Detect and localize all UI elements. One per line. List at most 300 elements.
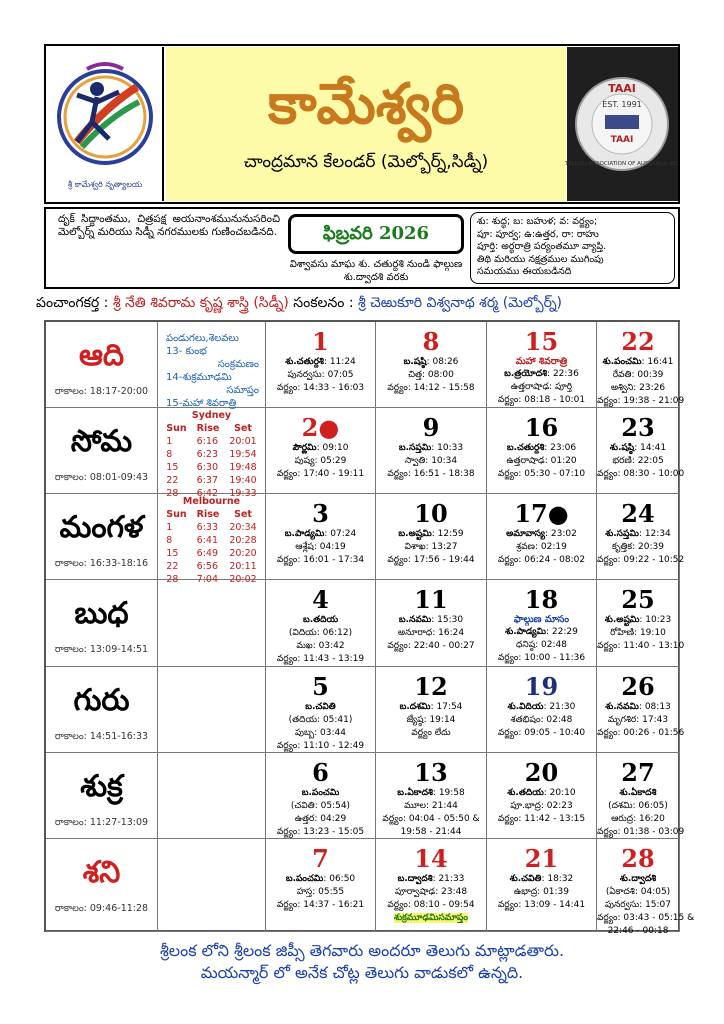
line-key: వర్జ్యం	[597, 913, 618, 923]
line-key: చిత్త	[408, 370, 423, 380]
date-cell	[266, 494, 376, 580]
line-value: : 05:41)	[317, 715, 353, 725]
line-key: శు.నవమి	[605, 702, 639, 712]
rahu-kalam: రాకాలం: 16:33-18:16	[54, 558, 149, 569]
panchang-line	[376, 627, 486, 640]
line-key: వర్జ్యం	[597, 728, 618, 738]
panchang-line	[487, 800, 596, 813]
line-key: 22:46 - 00:18	[607, 926, 669, 936]
line-value: : 11:24	[323, 357, 356, 367]
line-value: : 06:50	[323, 874, 356, 884]
date-number: 27	[621, 758, 655, 787]
panchang-line	[597, 714, 679, 727]
sun-times-header: Sun	[166, 509, 187, 520]
panchang-line	[376, 826, 486, 839]
line-value: : 23:26	[633, 383, 666, 393]
panchang-line	[487, 813, 596, 826]
date-cell	[487, 494, 597, 580]
line-key: శు.ఏకాదశి	[619, 788, 657, 798]
table-cell: 22	[166, 561, 179, 572]
weekday-name: ఆది	[78, 338, 125, 373]
panchang-line	[376, 528, 486, 541]
line-value: : 12:34	[638, 529, 671, 539]
panchang-line	[597, 356, 679, 369]
line-key: వర్జ్యం	[276, 383, 298, 393]
table-cell: 20:11	[229, 561, 257, 572]
line-value: : 16:01 - 17:34	[297, 555, 365, 565]
table-cell: 1	[166, 436, 173, 447]
table-cell: 28	[166, 488, 179, 499]
line-key: రోహిణి	[610, 628, 635, 638]
line-key: బ.నవమి	[398, 615, 432, 625]
weekday-name: బుధ	[74, 596, 129, 631]
line-key: మూల	[404, 801, 427, 811]
panchang-line	[487, 639, 596, 652]
table-cell: 6:37	[196, 475, 218, 486]
line-key: శు.పంచమి	[602, 357, 642, 367]
panchang-line	[376, 813, 486, 826]
date-cell	[266, 322, 376, 408]
panchang-line	[487, 652, 596, 665]
panchang-line	[487, 727, 596, 740]
line-key: వర్జ్యం	[497, 555, 519, 565]
line-key: వర్జ్యం	[497, 653, 519, 663]
line-value: : 17:40 - 19:11	[297, 469, 365, 479]
date-cell	[597, 753, 685, 839]
legend-line: సమయము ఈయబడినది	[477, 266, 572, 277]
line-key: (తదియ	[288, 715, 318, 725]
table-cell: 8	[166, 535, 173, 546]
panchang-line	[487, 442, 596, 455]
line-value: : 19:58	[432, 788, 465, 798]
date-number: 18	[524, 585, 559, 614]
line-key: (విదియ	[288, 628, 317, 638]
line-value: : 15:30	[431, 615, 464, 625]
festival-label: ఫాల్గుణ మాసం	[513, 614, 570, 625]
panchang-line	[597, 640, 685, 653]
line-key: జ్యేష్ఠ	[406, 715, 424, 725]
day-header-cell	[46, 322, 158, 408]
line-value: : 23:48	[435, 887, 468, 897]
panchang-line	[266, 442, 375, 455]
date-cell	[376, 753, 487, 839]
weekday-name: శుక్ర	[80, 769, 123, 804]
line-key: వర్జ్యం	[597, 469, 618, 479]
line-value: : 02:23	[540, 801, 573, 811]
taai-seal-icon	[567, 47, 678, 201]
line-key: వర్జ్యం	[382, 814, 403, 824]
line-value: : 16:51 - 18:38	[407, 469, 475, 479]
panchang-line	[266, 554, 375, 567]
page-subtitle: చాంద్రమాన కేలండర్ (మెల్బోర్న్,సిడ్నీ)	[243, 152, 489, 172]
line-key: బ.పాడ్యమి	[284, 529, 325, 539]
table-cell: 8	[166, 449, 173, 460]
line-key: శు.తదియ	[507, 788, 544, 798]
line-value: : 08:30 - 10:00	[617, 469, 685, 479]
festival-item: సమాప్తం	[226, 385, 259, 396]
line-value: : 19:14	[423, 715, 456, 725]
date-number: 1	[312, 327, 329, 356]
line-key: పునర్వసు	[604, 900, 640, 910]
panchang-line	[487, 701, 596, 714]
line-value: : 11:43 - 13:19	[297, 654, 365, 664]
rahu-kalam: రాకాలం: 13:09-14:51	[54, 644, 149, 655]
empty-cell	[158, 667, 266, 753]
line-value: : 02:19	[534, 542, 567, 552]
table-row	[162, 535, 260, 546]
rahu-kalam: రాకాలం: 18:17-20:00	[54, 386, 149, 397]
line-key: శు.సప్తమి	[605, 529, 639, 539]
line-value: : 10:23	[639, 615, 672, 625]
line-value: : 08:10 - 09:54	[407, 900, 475, 910]
line-key: శతభిషం	[510, 715, 541, 725]
line-key: 19:58 - 21:44	[400, 827, 462, 837]
panchang-line	[266, 873, 375, 886]
legend-line: శు: శుద్ధ; బ: బహుళ; వ: వర్జ్యం;	[477, 216, 598, 227]
line-key: కృత్తిక	[612, 542, 633, 552]
line-key: వర్జ్యం	[497, 395, 519, 405]
line-key: పూ.భాద్ర	[510, 801, 541, 811]
panchang-line	[597, 826, 685, 839]
line-value: : 05:29	[314, 456, 347, 466]
rahu-kalam: రాకాలం: 09:46-11:28	[54, 903, 149, 914]
date-cell	[487, 322, 597, 408]
weekday-name: సోమ	[70, 424, 133, 459]
line-key: ఆరుద్ర	[611, 814, 634, 824]
table-cell: 28	[166, 574, 179, 585]
panchang-line	[376, 541, 486, 554]
festival-item: 15-మహా శివరాత్రి	[166, 398, 237, 409]
date-cell	[597, 322, 685, 408]
panchang-line	[487, 886, 596, 899]
panchang-line	[597, 554, 685, 567]
line-value: : 14:33 - 16:03	[297, 383, 365, 393]
svg-text:TAAI: TAAI	[610, 135, 634, 145]
date-cell	[597, 580, 685, 667]
table-cell: 19:33	[229, 488, 257, 499]
date-number: 9	[422, 413, 440, 442]
line-key: భరణి	[612, 456, 632, 466]
line-key: (చవితి	[290, 801, 315, 811]
panchang-line	[266, 468, 375, 481]
line-key: బ.సప్తమి	[398, 443, 432, 453]
panchang-line	[597, 873, 679, 886]
date-cell	[376, 408, 487, 494]
festival-item: 14-శుక్రమూఢమి	[166, 372, 232, 383]
panchang-label: పంచాంగకర్త :	[36, 295, 113, 311]
line-key: వర్జ్యం లేదు	[411, 728, 451, 738]
line-value: : 22:05	[631, 456, 664, 466]
line-value: : 11:42 - 13:15	[518, 814, 586, 824]
line-key: బ.షష్ఠి	[403, 357, 427, 367]
line-key: అమావాస్య	[506, 529, 545, 539]
table-row	[162, 436, 260, 447]
date-number: 6	[312, 758, 329, 787]
panchang-line	[597, 614, 679, 627]
month-title: ఫిబ్రవరి 2026	[288, 214, 464, 254]
date-number: 25	[621, 585, 655, 614]
line-value: : 16:41	[641, 357, 674, 367]
line-key: వర్జ్యం	[276, 827, 298, 837]
line-key: శ్రవణ	[516, 542, 535, 552]
line-value: : 14:41	[634, 443, 667, 453]
line-value: : 09:10	[316, 443, 349, 453]
page-title: కామేశ్వరి	[267, 72, 465, 137]
legend-line: పూర్తి: అర్ధరాత్రి పర్యంతమూ వ్యాప్తి.	[477, 241, 607, 252]
line-key: బ.చతుర్దశి	[506, 443, 545, 453]
line-value: : 16:24	[432, 628, 465, 638]
day-header-cell	[46, 753, 158, 839]
panchang-line	[266, 701, 375, 714]
table-cell: 20:34	[229, 522, 257, 533]
line-value: : 21:44	[426, 801, 458, 811]
line-value: : 08:18 - 10:01	[518, 395, 586, 405]
date-cell	[487, 839, 597, 932]
panchang-line	[266, 541, 375, 554]
line-value: : 15:07	[639, 900, 672, 910]
day-header-cell	[46, 667, 158, 753]
line-key: వర్జ్యం	[597, 641, 618, 651]
svg-text:EST. 1991: EST. 1991	[602, 100, 642, 109]
panchang-line	[376, 714, 486, 727]
day-header-cell	[46, 494, 158, 580]
line-value: : 20:10	[543, 788, 576, 798]
line-key: వర్జ్యం	[276, 555, 298, 565]
panchang-line	[597, 800, 679, 813]
date-cell	[376, 494, 487, 580]
date-number: 20	[524, 758, 559, 787]
table-row	[162, 561, 260, 572]
table-row	[162, 462, 260, 473]
panchang-line	[266, 640, 375, 653]
date-cell	[487, 667, 597, 753]
date-number: 24	[621, 499, 655, 528]
line-key: ఉత్తరాషాఢ	[506, 456, 545, 466]
table-cell: 6:41	[196, 535, 218, 546]
panchang-line	[266, 886, 375, 899]
line-value: : 10:00 - 11:36	[518, 653, 586, 663]
panchang-line	[376, 614, 486, 627]
line-key: (దశమి	[608, 801, 633, 811]
line-value: : 04:19	[313, 542, 346, 552]
line-key: శు.విదియ	[507, 702, 544, 712]
line-key: ఉత్తరాషాఢ	[510, 382, 550, 392]
panchang-line	[376, 382, 486, 395]
line-key: హస్త	[296, 887, 313, 897]
line-key: వర్జ్యం	[497, 469, 519, 479]
line-value: : 01:38 - 03:09	[617, 827, 685, 837]
date-cell	[376, 580, 487, 667]
line-key: వర్జ్యం	[497, 814, 519, 824]
line-key: వర్జ్యం	[387, 641, 408, 651]
taai-logo	[567, 47, 678, 201]
line-key: శు.చతుర్దశి	[285, 357, 324, 367]
table-cell: 6:49	[196, 548, 218, 559]
panchang-line	[487, 554, 596, 567]
line-key: బ.అష్టమి	[398, 529, 432, 539]
date-number: 17●	[514, 499, 569, 528]
line-key: ఉభాద్ర	[513, 887, 538, 897]
line-value: : 07:24	[324, 529, 357, 539]
date-number: 2●	[301, 413, 340, 442]
table-cell: 20:28	[229, 535, 257, 546]
line-value: : 13:09 - 14:41	[518, 900, 586, 910]
line-value: : 01:20	[544, 456, 577, 466]
panchang-line	[597, 727, 685, 740]
panchang-line	[487, 368, 596, 381]
panchang-line	[376, 873, 486, 886]
line-value: : 00:39	[631, 370, 664, 380]
panchang-line	[376, 442, 486, 455]
panchang-line	[376, 468, 486, 481]
line-key: ధనిష్ఠ	[516, 640, 536, 650]
date-cell	[597, 667, 685, 753]
line-key: పుబ్బ	[295, 728, 315, 738]
compiler-name: శ్రీ చెఱుకూరి విశ్వనాథ శర్మ (మెల్బోర్న్)	[357, 295, 563, 311]
line-value: : 02:48	[540, 715, 573, 725]
line-value: : 18:32	[541, 874, 574, 884]
svg-text:శ్రీ కామేశ్వరి నృత్యాలయ: శ్రీ కామేశ్వరి నృత్యాలయ	[67, 180, 143, 189]
line-value: : 22:29	[546, 627, 578, 637]
panchang-line	[266, 614, 375, 627]
date-number: 19	[524, 672, 559, 701]
table-cell: 6:23	[196, 449, 218, 460]
date-cell	[597, 494, 685, 580]
line-key: శు.పాడ్యమి	[505, 627, 547, 637]
table-row	[162, 522, 260, 533]
line-value: : 13:27	[425, 542, 458, 552]
weekday-name: గురు	[73, 683, 130, 718]
highlight-note	[376, 912, 486, 925]
line-value: : 00:26 - 01:56	[617, 728, 685, 738]
line-key: వర్జ్యం	[597, 555, 618, 565]
line-key: పౌర్ణమి	[292, 443, 317, 453]
panchang-line	[487, 626, 596, 639]
sydney-sun-times-cell	[158, 408, 266, 499]
panchang-line	[487, 528, 596, 541]
date-number: 7	[312, 844, 329, 873]
line-value: : 23:06	[544, 443, 577, 453]
panchang-line	[487, 541, 596, 554]
festivals-list	[158, 322, 265, 410]
panchang-line	[597, 787, 679, 800]
line-value: : 22:40 - 00:27	[407, 641, 475, 651]
line-value: : 03:43 - 05:15 &	[617, 913, 695, 923]
panchang-line	[487, 468, 596, 481]
dancer-logo-icon	[47, 47, 164, 201]
date-number: 8	[422, 327, 440, 356]
line-key: శు.షష్ఠి	[609, 443, 635, 453]
panchang-line	[266, 740, 375, 753]
calendar-grid	[44, 320, 695, 936]
line-key: అశ్విని	[610, 383, 634, 393]
panchang-line	[597, 912, 695, 925]
panchang-line	[597, 468, 685, 481]
line-key: వర్జ్యం	[597, 396, 618, 406]
legend-line: తిథి మరియు నక్షత్రముల ముగింపు	[477, 253, 604, 265]
city-name: Melbourne	[182, 496, 241, 507]
festival-label: మహా శివరాత్రి	[515, 356, 568, 367]
panchang-line	[266, 382, 375, 395]
line-value: : 17:56 - 19:44	[407, 555, 475, 565]
date-number: 14	[414, 844, 448, 873]
line-key: (ఏకాదశి	[605, 887, 635, 897]
table-cell: 1	[166, 522, 173, 533]
empty-cell	[158, 839, 266, 932]
empty-cell	[158, 580, 266, 667]
line-value: : 14:12 - 15:58	[407, 383, 475, 393]
line-value: : 23:02	[544, 529, 577, 539]
city-name: Sydney	[191, 410, 232, 421]
line-value: : 06:05)	[632, 801, 668, 811]
legend-line: పూ: పూర్వ; ఉ:ఉత్తర, రా: రాహు	[477, 228, 599, 240]
sun-times-header: Rise	[196, 423, 220, 434]
panchang-line	[597, 528, 679, 541]
date-number: 22	[621, 327, 655, 356]
line-key: ఆశ్లేష	[295, 542, 314, 552]
panchang-line	[376, 356, 486, 369]
line-key: మృగశిర	[607, 715, 637, 725]
date-number: 5	[312, 672, 329, 701]
line-key: బ.పంచమి	[301, 788, 340, 798]
line-key: పుష్య	[294, 456, 315, 466]
melbourne-sun-times-cell	[158, 494, 266, 585]
line-value: : 03:44	[314, 728, 346, 738]
line-value: : 01:39	[537, 887, 570, 897]
line-key: బ.త్రయోదశి	[504, 369, 548, 379]
panchang-line	[266, 356, 375, 369]
table-cell: 6:42	[196, 488, 218, 499]
line-value: : 02:48	[535, 640, 567, 650]
table-cell: 20:20	[229, 548, 257, 559]
line-key: శు.చవితి	[509, 874, 542, 884]
line-key: బ.తదియ	[302, 615, 339, 625]
day-header-cell	[46, 839, 158, 932]
table-cell: 7:04	[196, 574, 218, 585]
line-value: : 04:05)	[634, 887, 671, 897]
panchang-line	[376, 800, 486, 813]
line-key: వర్జ్యం	[276, 654, 298, 664]
calculation-note: దృక్ సిద్ధాంతము, చిత్రపక్ష అయనాంశమునునుసరించి మెల్బోర్న్ మరియు సిడ్నీ నగరములకు గుణించబడినది.	[58, 213, 280, 238]
date-cell	[376, 667, 487, 753]
table-cell: 19:40	[229, 475, 257, 486]
line-value: : 13:23 - 15:05	[297, 827, 365, 837]
panchang-line	[376, 640, 486, 653]
table-cell: 22	[166, 475, 179, 486]
date-number: 11	[414, 585, 448, 614]
panchang-line	[376, 886, 486, 899]
panchang-line	[266, 528, 375, 541]
panchang-line	[597, 886, 679, 899]
date-cell	[487, 753, 597, 839]
line-key: వర్జ్యం	[597, 827, 618, 837]
panchang-line	[266, 627, 375, 640]
line-key: వర్జ్యం	[497, 900, 519, 910]
line-value: : 09:05 - 10:40	[518, 728, 586, 738]
line-value: : 06:12)	[316, 628, 353, 638]
line-key: బ.ఏకాదశి	[397, 788, 433, 798]
panchang-line	[266, 369, 375, 382]
line-value: : 04:04 - 05:50 &	[402, 814, 480, 824]
date-number: 13	[414, 758, 448, 787]
line-key: వర్జ్యం	[387, 383, 408, 393]
date-number: 4	[312, 585, 329, 614]
table-cell: 19:48	[229, 462, 257, 473]
sun-times-table	[160, 507, 262, 587]
panchang-line	[376, 701, 486, 714]
panchang-line	[376, 899, 486, 912]
panchang-line	[597, 899, 679, 912]
